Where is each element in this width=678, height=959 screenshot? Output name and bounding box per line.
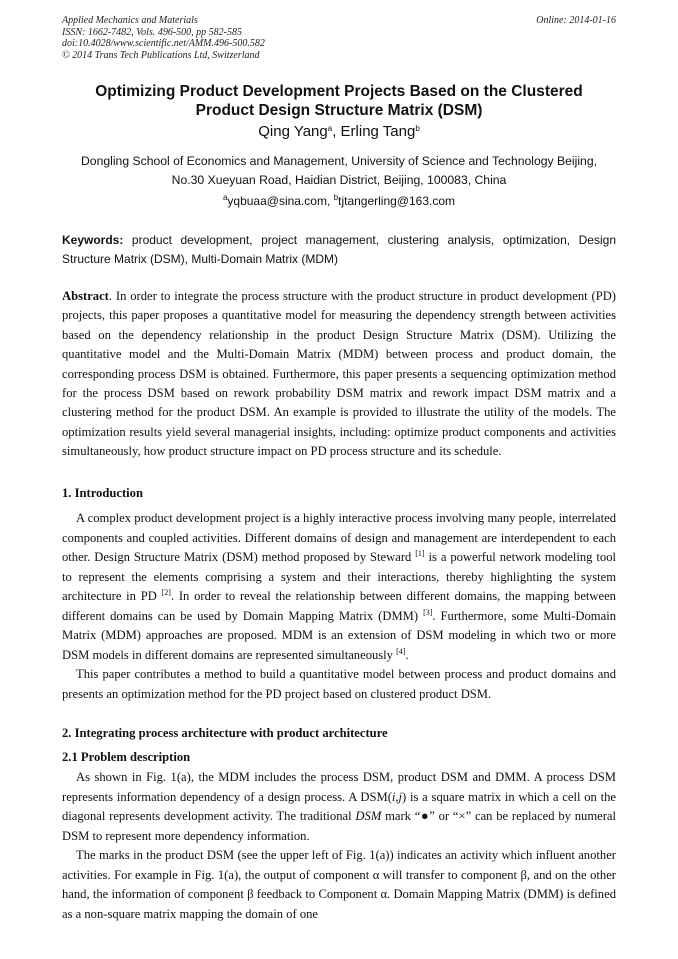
author-list: [40, 123, 638, 140]
intro-text: . In order to reveal the relationship between different domains, the mapping between different domains can be used by Domain Mapping Matrix (DMM): [62, 589, 616, 623]
copyright-line: © 2014 Trans Tech Publications Ltd, Switzerland: [62, 49, 260, 61]
dsm-term: DSM: [355, 809, 382, 823]
citation-4[interactable]: [4]: [396, 646, 406, 656]
problem-text: mark “●” or “×” can be replaced by numeral DSM to represent more dependency information.: [62, 809, 616, 843]
problem-paragraph-2: The marks in the product DSM (see the upper left of Fig. 1(a)) indicates an activity which influent another activities. For example in Fig. 1(a), the output of component α will transfer to component β, and on the other hand, the information of component β feedback to Component α. Domain Mapping Matrix (DMM) is defined as a non-square matrix mapping the domain of one: [62, 848, 616, 921]
abstract-text: . In order to integrate the process structure with the product structure in product development (PD) projects, this paper proposes a quantitative model for measuring the dependency strength between activities based on the dependency relationship in the product Design Structure Matrix (DSM). Utilizing the quantitative model and the Multi-Domain Matrix (MDM) between process and product domain, the corresponding process DSM is obtained. Furthermore, this paper presents a sequencing optimization method for the process DSM based on rework probability DSM matrix and rework impact DSM matrix and a clustering method for the product DSM. An example is provided to illustrate the utility of the models. The optimization results yield several managerial insights, including: optimize product components and activities simultaneously, how product structure impact on PD process structure and its schedule.: [62, 289, 616, 459]
problem-text: ) is a square matrix in which a cell on the diagonal represents development activity. The traditional: [62, 789, 616, 823]
title-line-2: Product Design Structure Matrix (DSM): [195, 102, 483, 119]
affiliation-line-1: Dongling School of Economics and Management, University of Science and Technology Beijing,: [80, 154, 597, 168]
author-1-mark: a: [327, 124, 333, 133]
problem-paragraph-1: [62, 768, 616, 846]
issn-line: ISSN: 1662-7482, Vols. 496-500, pp 582-585: [62, 26, 242, 38]
email-a-mark: a: [222, 193, 228, 202]
problem-text: As shown in Fig. 1(a), the MDM includes the process DSM, product DSM and DMM. A process DSM represents information dependency of a design process. A DSM(: [62, 770, 616, 804]
author-2: Erling Tang: [340, 123, 416, 140]
affiliation: [40, 152, 638, 190]
section-2-1-body: [62, 768, 616, 924]
doi-line: doi:10.4028/www.scientific.net/AMM.496-500.582: [62, 38, 265, 49]
author-2-mark: b: [415, 124, 420, 133]
keywords-block: [62, 231, 616, 269]
author-emails: [40, 194, 638, 208]
section-1-heading: 1. Introduction: [62, 486, 143, 500]
matrix-index: i,j: [391, 789, 403, 804]
intro-text: is a powerful network modeling tool to represent the elements comprising a system and their interactions, thereby highlighting the system architecture in PD: [62, 550, 616, 603]
email-b-mark: b: [333, 193, 339, 202]
abstract-label: Abstract: [62, 289, 109, 303]
journal-header: [62, 15, 616, 61]
intro-text: .: [405, 647, 409, 662]
subsection-2-1-heading: 2.1 Problem description: [62, 750, 191, 764]
abstract-block: [62, 287, 616, 462]
email-b[interactable]: tjtangerling@163.com: [338, 194, 456, 208]
citation-1[interactable]: [1]: [415, 549, 425, 558]
journal-name: Applied Mechanics and Materials: [62, 15, 198, 26]
intro-paragraph-2: This paper contributes a method to build a quantitative model between process and product domains and presents an optimization method for the PD project based on clustered product DSM.: [62, 667, 616, 701]
citation-2[interactable]: [2]: [161, 588, 171, 597]
online-date: Online: 2014-01-16: [536, 15, 616, 26]
intro-paragraph-1: [62, 509, 616, 665]
section-2-heading: 2. Integrating process architecture with product architecture: [62, 726, 388, 740]
intro-text: A complex product development project is a highly interactive process involving many people, interrelated components and coupled activities. Different domains of design and management are interdependent to each other. Design Structure Matrix (DSM) method proposed by Steward: [62, 511, 616, 564]
email-a[interactable]: yqbuaa@sina.com,: [227, 194, 334, 208]
affiliation-line-2: No.30 Xueyuan Road, Haidian District, Beijing, 100083, China: [171, 173, 507, 187]
paper-title: [40, 82, 638, 120]
author-separator: ,: [332, 123, 341, 140]
intro-text: . Furthermore, some Multi-Domain Matrix (MDM) approaches are proposed. MDM is an extension of DSM modeling in which two or more DSM models in different domains are represented simultaneously: [62, 608, 616, 662]
keywords-label: Keywords:: [62, 233, 124, 247]
citation-3[interactable]: [3]: [423, 607, 433, 617]
title-line-1: Optimizing Product Development Projects Based on the Clustered: [95, 83, 583, 100]
section-1-body: [62, 509, 616, 704]
keywords-text: product development, project management, clustering analysis, optimization, Design Structure Matrix (DSM), Multi-Domain Matrix (MDM): [62, 233, 616, 266]
author-1: Qing Yang: [258, 123, 328, 140]
